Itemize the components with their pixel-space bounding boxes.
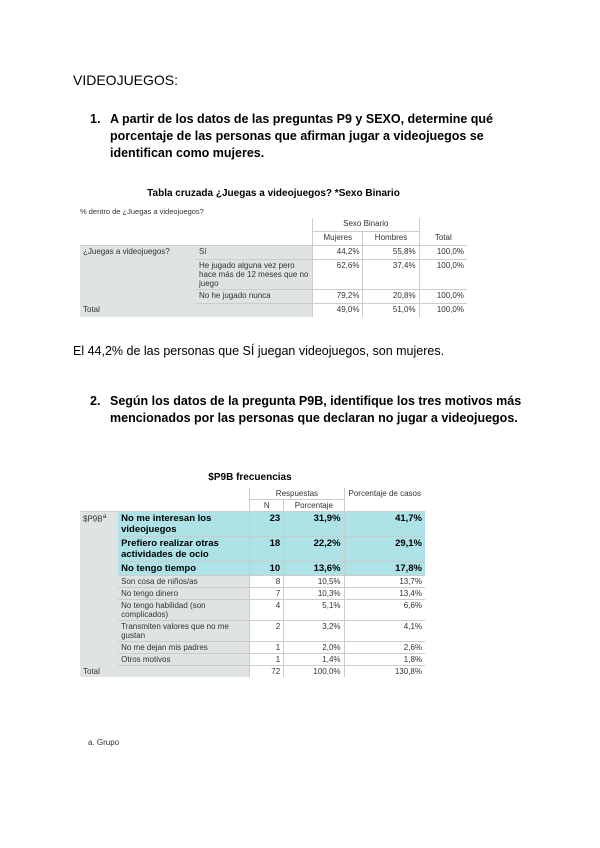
table2-cell: 23 [250, 512, 284, 537]
table1-cell: 62,6% [313, 260, 363, 290]
table1-cell: 100,0% [419, 290, 467, 304]
table-row [80, 562, 425, 576]
table1-col-total: Total [419, 232, 467, 246]
table2-header-group [80, 488, 425, 500]
table1-subtitle: % dentro de ¿Juegas a videojuegos? [80, 207, 204, 216]
table-row [80, 588, 425, 600]
table1-cell: 49,0% [313, 304, 363, 318]
table1-col-mujeres: Mujeres [313, 232, 363, 246]
table2-cell: 10,3% [284, 588, 344, 600]
table1-cell: 44,2% [313, 246, 363, 260]
table2-cell: 72 [250, 666, 284, 678]
table2-cell: 29,1% [344, 537, 425, 562]
frequency-table [80, 488, 425, 677]
question-1-text: A partir de los datos de las preguntas P9 y SEXO, determine qué porcentaje de las personas que afirman jugar a videojuegos se identifican como mujeres. [110, 112, 493, 160]
table2-cell: 13,4% [344, 588, 425, 600]
table1-title: Tabla cruzada ¿Juegas a videojuegos? *Sexo Binario [147, 188, 400, 199]
question-1 [90, 111, 530, 162]
table2-row-label: No tengo tiempo [118, 562, 250, 576]
table2-cell: 22,2% [284, 537, 344, 562]
table1-row-var: ¿Juegas a videojuegos? [80, 246, 196, 304]
table1-group-header: Sexo Binario [313, 218, 420, 232]
question-2-text: Según los datos de la pregunta P9B, identifique los tres motivos más mencionados por las personas que declaran no jugar a videojuegos. [110, 394, 522, 425]
table-row [80, 576, 425, 588]
table2-cell: 41,7% [344, 512, 425, 537]
question-2 [90, 393, 530, 427]
table1-cell: 100,0% [419, 260, 467, 290]
table2-col-cases: Porcentaje de casos [344, 488, 425, 512]
table2-row-label: No tengo dinero [118, 588, 250, 600]
table2-cell: 10,5% [284, 576, 344, 588]
table-row [80, 621, 425, 642]
table2-footnote: a. Grupo [88, 738, 120, 747]
table2-cell: 6,6% [344, 600, 425, 621]
table2-cell: 2 [250, 621, 284, 642]
table2-cell: 130,8% [344, 666, 425, 678]
table1-row-label: No he jugado nunca [196, 290, 313, 304]
table2-cell: 17,8% [344, 562, 425, 576]
table2-cell: 7 [250, 588, 284, 600]
table-row [80, 537, 425, 562]
table2-cell: 4 [250, 600, 284, 621]
table-row [80, 512, 425, 537]
crosstab-table [80, 218, 467, 317]
table1-total-label: Total [80, 304, 313, 318]
table2-cell: 31,9% [284, 512, 344, 537]
table2-cell: 100,0% [284, 666, 344, 678]
table-row [80, 600, 425, 621]
table-row [80, 642, 425, 654]
table-row-total [80, 666, 425, 678]
table2-row-label: Prefiero realizar otras actividades de ocio [118, 537, 250, 562]
table2-row-label: Son cosa de niños/as [118, 576, 250, 588]
question-2-number: 2. [90, 394, 101, 408]
table2-title: $P9B frecuencias [208, 472, 292, 483]
table2-cell: 2,0% [284, 642, 344, 654]
table2-row-label: No tengo habilidad (son complicados) [118, 600, 250, 621]
table2-row-label: Transmiten valores que no me gustan [118, 621, 250, 642]
table2-cell: 1 [250, 642, 284, 654]
table2-row-label: No me interesan los videojuegos [118, 512, 250, 537]
table2-cell: 3,2% [284, 621, 344, 642]
question-1-number: 1. [90, 112, 101, 126]
table1-cell: 79,2% [313, 290, 363, 304]
table1-row-label: He jugado alguna vez pero hace más de 12 meses que no juego [196, 260, 313, 290]
section-heading: VIDEOJUEGOS: [73, 72, 179, 88]
table2-row-label: No me dejan mis padres [118, 642, 250, 654]
table2-resp-header: Respuestas [250, 488, 344, 500]
table1-cell: 51,0% [363, 304, 419, 318]
table2-cell: 1,8% [344, 654, 425, 666]
table2-cell: 13,6% [284, 562, 344, 576]
table1-header-cols [80, 232, 467, 246]
table2-cell: 18 [250, 537, 284, 562]
table2-total-label: Total [80, 666, 250, 678]
table2-col-pct: Porcentaje [284, 500, 344, 512]
table2-row-var: $\$P9B^a$ [80, 512, 118, 666]
table2-cell: 10 [250, 562, 284, 576]
table-row-total [80, 304, 467, 318]
table1-header-group [80, 218, 467, 232]
table1-cell: 37,4% [363, 260, 419, 290]
table2-row-label: Otros motivos [118, 654, 250, 666]
table1-cell: 100,0% [419, 304, 467, 318]
answer-1: El 44,2% de las personas que SÍ juegan videojuegos, son mujeres. [73, 344, 445, 358]
table1-row-label: Sí [196, 246, 313, 260]
table1-cell: 55,8% [363, 246, 419, 260]
table-row [80, 246, 467, 260]
table2-col-n: N [250, 500, 284, 512]
table2-cell: 1 [250, 654, 284, 666]
table-row [80, 654, 425, 666]
table1-cell: 20,8% [363, 290, 419, 304]
table2-cell: 5,1% [284, 600, 344, 621]
table1-cell: 100,0% [419, 246, 467, 260]
table2-cell: 2,6% [344, 642, 425, 654]
table2-cell: 13,7% [344, 576, 425, 588]
table2-cell: 1,4% [284, 654, 344, 666]
table2-cell: 8 [250, 576, 284, 588]
table1-col-hombres: Hombres [363, 232, 419, 246]
table2-cell: 4,1% [344, 621, 425, 642]
